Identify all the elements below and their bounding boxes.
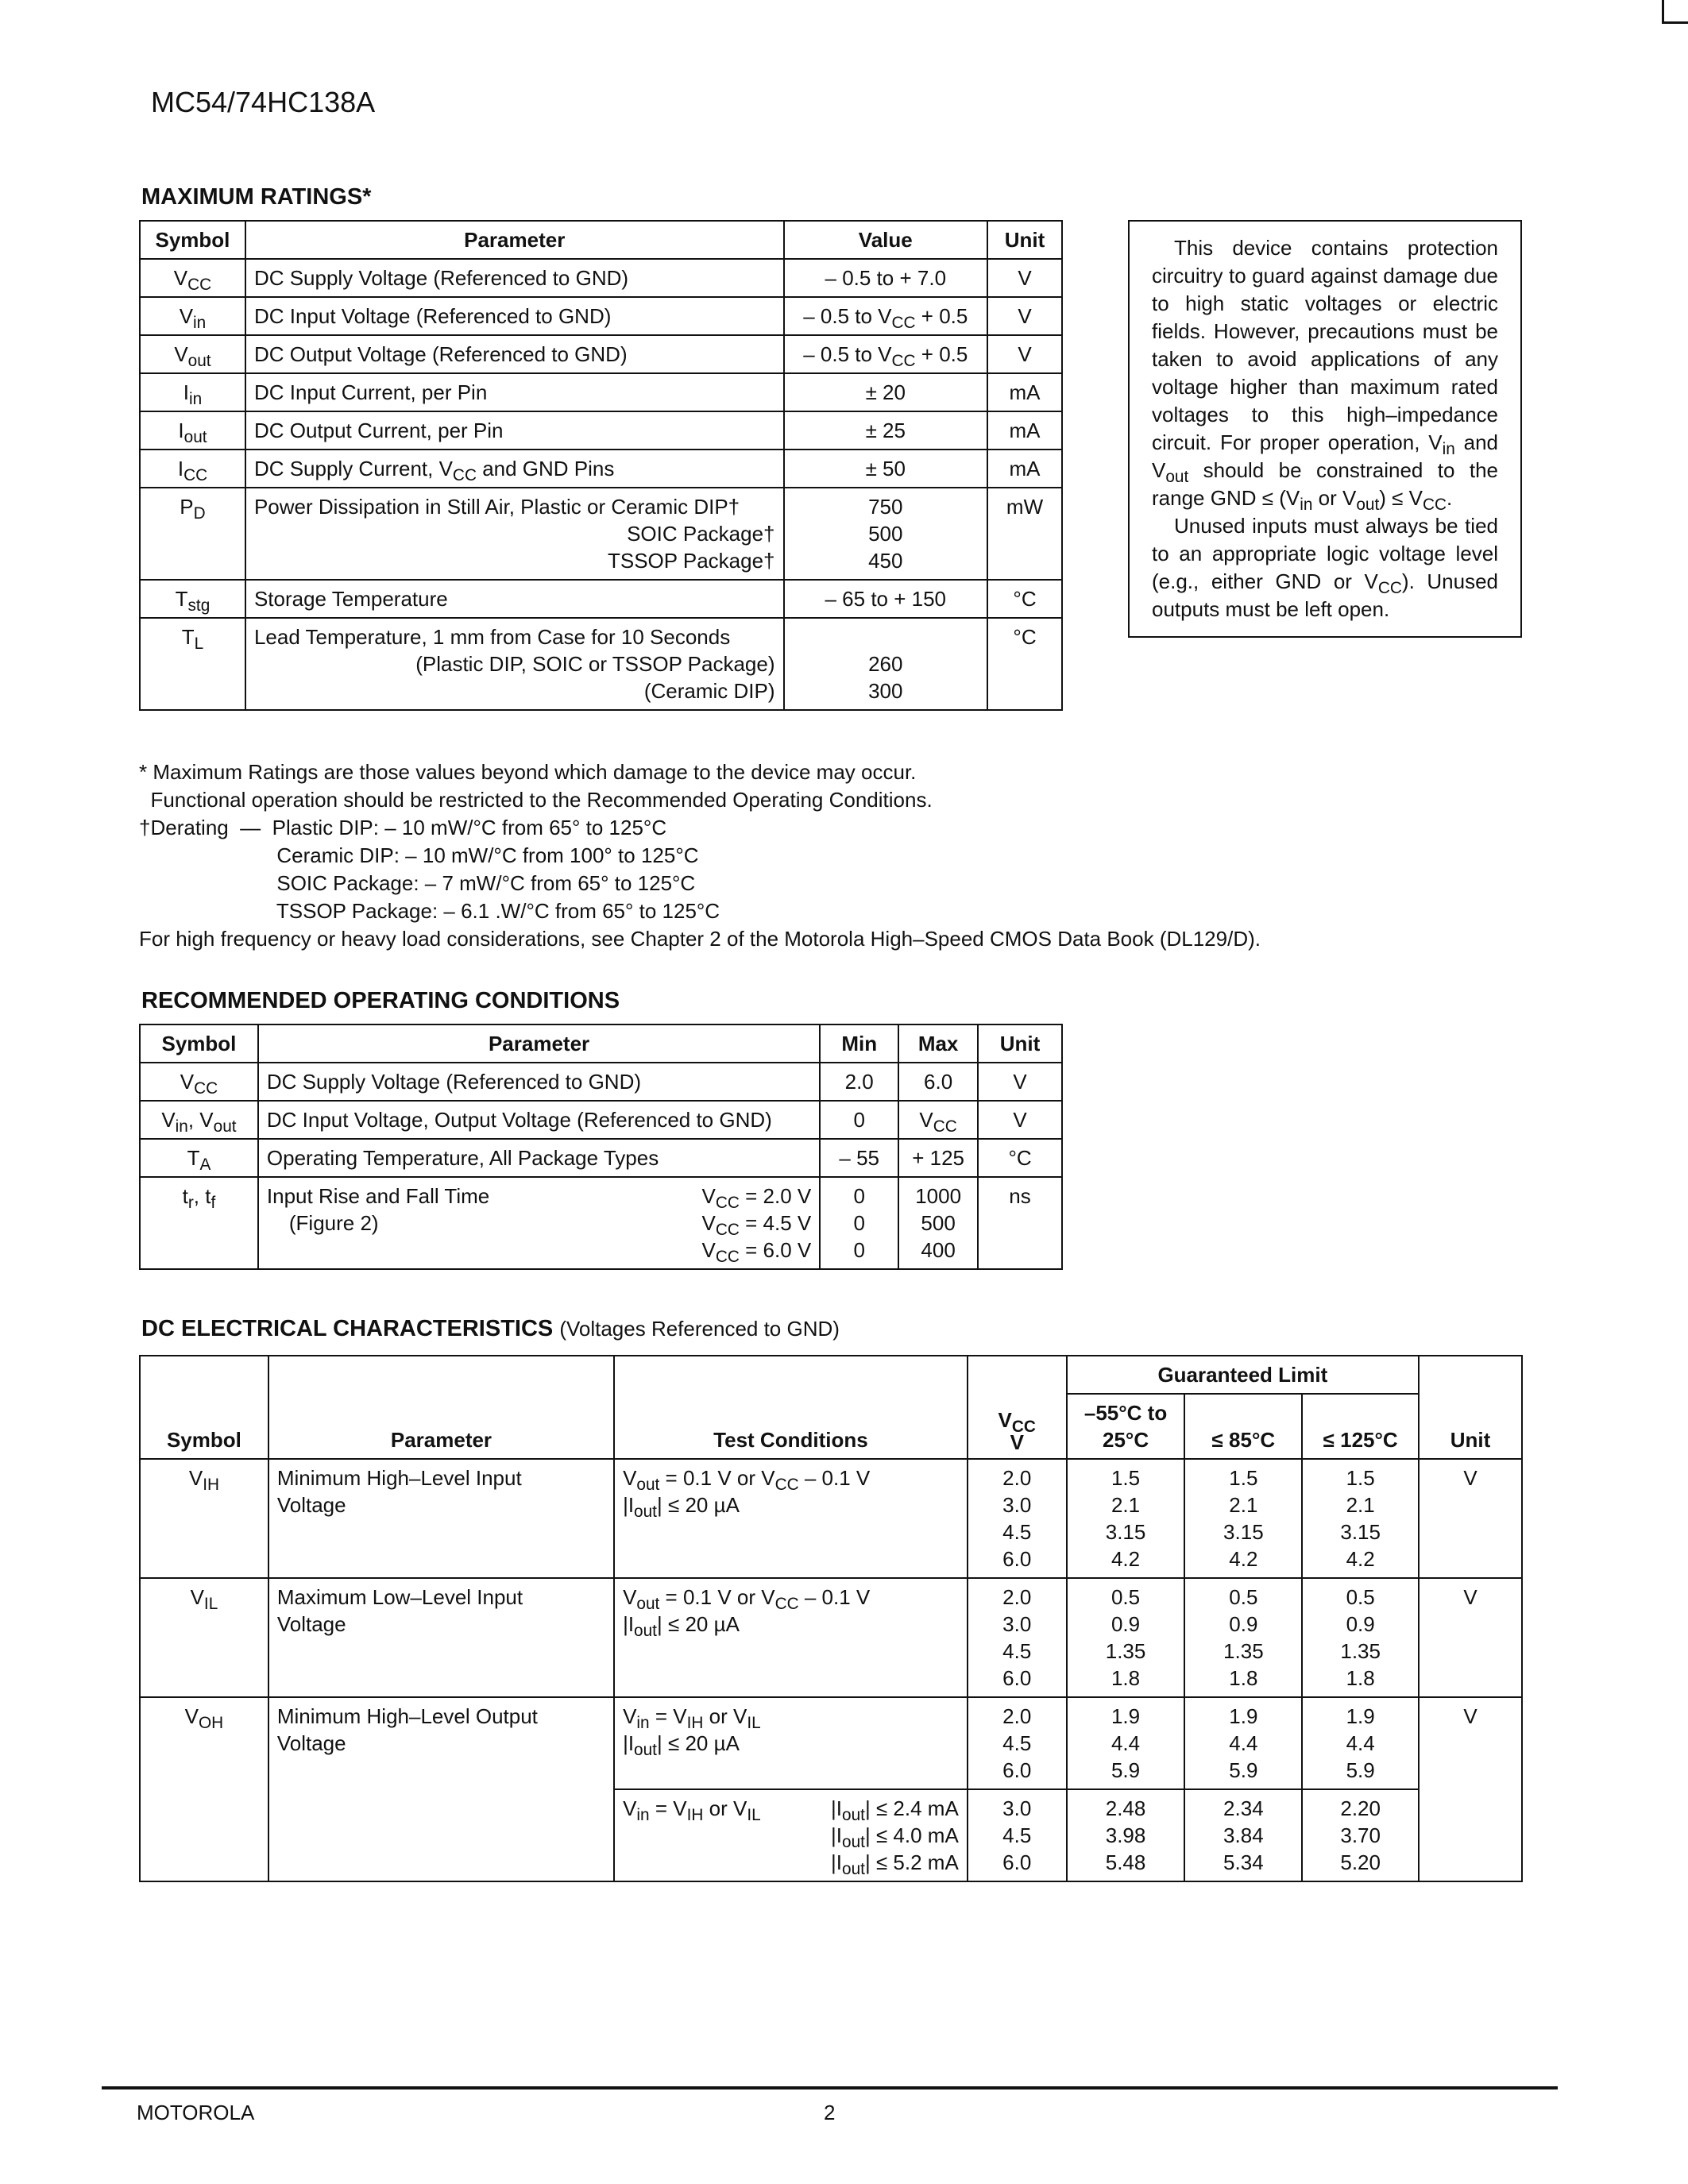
max-ratings-header-row bbox=[140, 221, 1062, 259]
col-max: Max bbox=[898, 1024, 978, 1063]
test-conditions-cell: $V_{in} = V_{IH}$ or $V_{IL}$ $|I_{out}| \le 2.4$ mA $|I_{out}| \le 4.0$ mA $|I_{out}| \le 5.2$ mA bbox=[614, 1789, 968, 1881]
unit-cell: ns bbox=[978, 1177, 1062, 1269]
limit-25c-cell: 1.9 4.4 5.9 bbox=[1067, 1697, 1185, 1789]
col-limit-125c: ≤ 125°C bbox=[1302, 1394, 1419, 1459]
max-cell: 1000 500 400 bbox=[898, 1177, 978, 1269]
vcc-cell: 2.0 3.0 4.5 6.0 bbox=[968, 1578, 1067, 1697]
table-row bbox=[140, 1697, 1522, 1789]
vcc-cell: 3.0 4.5 6.0 bbox=[968, 1789, 1067, 1881]
unit-cell: V bbox=[987, 259, 1062, 297]
unit-cell: V bbox=[1419, 1697, 1522, 1881]
symbol-cell: $T_A$ bbox=[140, 1139, 258, 1177]
table-row bbox=[140, 1578, 1522, 1697]
note-line: * Maximum Ratings are those values beyond which damage to the device may occur. bbox=[139, 760, 917, 784]
limit-85c-cell: 1.5 2.1 3.15 4.2 bbox=[1184, 1459, 1302, 1578]
unit-cell: mA bbox=[987, 411, 1062, 450]
table-row bbox=[140, 259, 1062, 297]
col-guaranteed-limit: Guaranteed Limit bbox=[1067, 1356, 1419, 1394]
symbol-cell: $V_{CC}$ bbox=[140, 259, 245, 297]
table-row bbox=[140, 580, 1062, 618]
min-cell: 0 0 0 bbox=[820, 1177, 898, 1269]
table-row bbox=[140, 411, 1062, 450]
col-test-conditions: Test Conditions bbox=[614, 1356, 968, 1459]
figure-ref: (Figure 2) bbox=[288, 1211, 379, 1235]
note-line: For high frequency or heavy load considerations, see Chapter 2 of the Motorola High–Speed CMOS Data Book (DL129/D). bbox=[139, 927, 1261, 951]
min-cell: 0 bbox=[820, 1101, 898, 1139]
note-line: TSSOP Package: – 6.1 .W/°C from 65° to 125°C bbox=[139, 899, 720, 923]
col-symbol: Symbol bbox=[140, 221, 245, 259]
vcc-condition: $V_{CC} = 6.0$ V bbox=[701, 1238, 812, 1267]
symbol-cell: $t_r$, $t_f$ bbox=[140, 1177, 258, 1269]
symbol-cell: $I_{in}$ bbox=[140, 373, 245, 411]
parameter-cell: DC Input Voltage, Output Voltage (Referenced to GND) bbox=[258, 1101, 820, 1139]
col-parameter: Parameter bbox=[268, 1356, 614, 1459]
max-ratings-table bbox=[139, 220, 1063, 711]
unit-cell: V bbox=[987, 335, 1062, 373]
limit-125c-cell: 2.20 3.70 5.20 bbox=[1302, 1789, 1419, 1881]
col-symbol: Symbol bbox=[140, 1356, 268, 1459]
note-line: Ceramic DIP: – 10 mW/°C from 100° to 125°C bbox=[139, 843, 699, 867]
table-row bbox=[140, 618, 1062, 710]
unit-cell: °C bbox=[987, 580, 1062, 618]
col-min: Min bbox=[820, 1024, 898, 1063]
symbol-cell: $V_{CC}$ bbox=[140, 1063, 258, 1101]
page-number: 2 bbox=[824, 2101, 836, 2124]
symbol-cell: $V_{in}$, $V_{out}$ bbox=[140, 1101, 258, 1139]
limit-125c-cell: 0.5 0.9 1.35 1.8 bbox=[1302, 1578, 1419, 1697]
col-limit-85c: ≤ 85°C bbox=[1184, 1394, 1302, 1459]
test-conditions-cell: $V_{out} = 0.1$ V or $V_{CC} - 0.1$ V $|I_{out}| \le 20$ µA bbox=[614, 1578, 968, 1697]
col-value: Value bbox=[784, 221, 988, 259]
table-row bbox=[140, 373, 1062, 411]
value-cell: 260 300 bbox=[784, 618, 988, 710]
rec-op-header-row bbox=[140, 1024, 1062, 1063]
symbol-cell: $T_{stg}$ bbox=[140, 580, 245, 618]
symbol-cell: $T_L$ bbox=[140, 618, 245, 710]
esd-protection-note bbox=[1128, 220, 1522, 638]
symbol-cell: $V_{in}$ bbox=[140, 297, 245, 335]
rec-op-title: RECOMMENDED OPERATING CONDITIONS bbox=[141, 988, 620, 1013]
vcc-condition: $V_{CC} = 4.5$ V bbox=[701, 1211, 812, 1240]
value-cell: – 65 to + 150 bbox=[784, 580, 988, 618]
col-parameter: Parameter bbox=[245, 221, 784, 259]
unit-cell: V bbox=[1419, 1459, 1522, 1578]
table-row bbox=[140, 450, 1062, 488]
dc-header-row bbox=[140, 1356, 1522, 1394]
esd-note-paragraph-1: This device contains protection circuitry to guard against damage due to high static voltages or electric fields. However, precautions must be taken to avoid applications of any voltage higher than maximum rated voltages to this high–impedance circuit. For proper operation, $V_{in}$ and $V_{out}$ should be constrained to the range GND ≤ ($V_{in}$ or $V_{out}) \le V_{CC}$. bbox=[1152, 236, 1498, 515]
parameter-cell: DC Input Voltage (Referenced to GND) bbox=[245, 297, 784, 335]
table-row bbox=[140, 1063, 1062, 1101]
unit-cell: V bbox=[978, 1063, 1062, 1101]
limit-25c-cell: 0.5 0.9 1.35 1.8 bbox=[1067, 1578, 1185, 1697]
col-unit: Unit bbox=[978, 1024, 1062, 1063]
value-cell: – 0.5 to $V_{CC} + 0.5$ bbox=[784, 297, 988, 335]
limit-25c-cell: 2.48 3.98 5.48 bbox=[1067, 1789, 1185, 1881]
unit-cell: °C bbox=[978, 1139, 1062, 1177]
parameter-cell: Storage Temperature bbox=[245, 580, 784, 618]
col-parameter: Parameter bbox=[258, 1024, 820, 1063]
vcc-condition: $V_{CC} = 2.0$ V bbox=[701, 1184, 812, 1213]
vcc-cell: 2.0 3.0 4.5 6.0 bbox=[968, 1459, 1067, 1578]
value-cell: – 0.5 to $V_{CC} + 0.5$ bbox=[784, 335, 988, 373]
symbol-cell: $I_{out}$ bbox=[140, 411, 245, 450]
unit-cell: V bbox=[978, 1101, 1062, 1139]
footer-brand: MOTOROLA bbox=[137, 2101, 255, 2124]
dc-title: DC ELECTRICAL CHARACTERISTICS (Voltages Referenced to GND) bbox=[141, 1316, 840, 1341]
parameter-cell: DC Supply Voltage (Referenced to GND) bbox=[245, 259, 784, 297]
table-row bbox=[140, 1101, 1062, 1139]
page-title: MC54/74HC138A bbox=[151, 86, 376, 118]
note-line: SOIC Package: – 7 mW/°C from 65° to 125°C bbox=[139, 871, 696, 895]
table-row bbox=[140, 1177, 1062, 1269]
limit-85c-cell: 1.9 4.4 5.9 bbox=[1184, 1697, 1302, 1789]
parameter-cell: DC Supply Voltage (Referenced to GND) bbox=[258, 1063, 820, 1101]
min-cell: – 55 bbox=[820, 1139, 898, 1177]
symbol-cell: $V_{IH}$ bbox=[140, 1459, 268, 1578]
col-symbol: Symbol bbox=[140, 1024, 258, 1063]
parameter-cell: DC Output Current, per Pin bbox=[245, 411, 784, 450]
parameter-cell: DC Output Voltage (Referenced to GND) bbox=[245, 335, 784, 373]
max-ratings-notes bbox=[139, 758, 1261, 953]
col-vcc: $V_{CC}$ V bbox=[968, 1356, 1067, 1459]
unit-cell: V bbox=[1419, 1578, 1522, 1697]
limit-125c-cell: 1.5 2.1 3.15 4.2 bbox=[1302, 1459, 1419, 1578]
parameter-cell: DC Supply Current, $V_{CC}$ and GND Pins bbox=[245, 450, 784, 488]
unit-cell: °C bbox=[987, 618, 1062, 710]
parameter-cell: Maximum Low–Level Input Voltage bbox=[268, 1578, 614, 1697]
unit-cell: mA bbox=[987, 450, 1062, 488]
max-cell: $V_{CC}$ bbox=[898, 1101, 978, 1139]
note-line: †Derating — Plastic DIP: – 10 mW/°C from 65° to 125°C bbox=[139, 816, 667, 839]
limit-25c-cell: 1.5 2.1 3.15 4.2 bbox=[1067, 1459, 1185, 1578]
unit-cell: V bbox=[987, 297, 1062, 335]
parameter-cell: Minimum High–Level Output Voltage bbox=[268, 1697, 614, 1881]
test-conditions-cell: $V_{out} = 0.1$ V or $V_{CC} - 0.1$ V $|I_{out}| \le 20$ µA bbox=[614, 1459, 968, 1578]
table-row bbox=[140, 1459, 1522, 1578]
col-unit: Unit bbox=[1419, 1356, 1522, 1459]
symbol-cell: $V_{IL}$ bbox=[140, 1578, 268, 1697]
dc-characteristics-table bbox=[139, 1355, 1523, 1882]
min-cell: 2.0 bbox=[820, 1063, 898, 1101]
max-cell: 6.0 bbox=[898, 1063, 978, 1101]
value-cell: 750 500 450 bbox=[784, 488, 988, 580]
value-cell: ± 25 bbox=[784, 411, 988, 450]
col-limit-25c: –55°C to 25°C bbox=[1067, 1394, 1185, 1459]
symbol-cell: $I_{CC}$ bbox=[140, 450, 245, 488]
parameter-cell: Lead Temperature, 1 mm from Case for 10 Seconds (Plastic DIP, SOIC or TSSOP Package) (Ceramic DIP) bbox=[245, 618, 784, 710]
table-row bbox=[140, 335, 1062, 373]
table-row bbox=[140, 297, 1062, 335]
note-line: Functional operation should be restricted to the Recommended Operating Conditions. bbox=[139, 788, 933, 812]
limit-125c-cell: 1.9 4.4 5.9 bbox=[1302, 1697, 1419, 1789]
limit-85c-cell: 0.5 0.9 1.35 1.8 bbox=[1184, 1578, 1302, 1697]
parameter-cell: Operating Temperature, All Package Types bbox=[258, 1139, 820, 1177]
page-corner-mark bbox=[1662, 0, 1688, 24]
table-row bbox=[140, 488, 1062, 580]
footer-rule bbox=[102, 2086, 1558, 2089]
rec-op-table bbox=[139, 1024, 1063, 1270]
test-conditions-cell: $V_{in} = V_{IH}$ or $V_{IL}$ $|I_{out}| \le 20$ µA bbox=[614, 1697, 968, 1789]
value-cell: ± 50 bbox=[784, 450, 988, 488]
rise-fall-label: Input Rise and Fall Time bbox=[266, 1184, 490, 1208]
symbol-cell: $P_D$ bbox=[140, 488, 245, 580]
parameter-cell bbox=[258, 1177, 820, 1269]
vcc-cell: 2.0 4.5 6.0 bbox=[968, 1697, 1067, 1789]
max-ratings-title: MAXIMUM RATINGS* bbox=[141, 184, 372, 210]
value-cell: ± 20 bbox=[784, 373, 988, 411]
symbol-cell: $V_{OH}$ bbox=[140, 1697, 268, 1881]
max-cell: + 125 bbox=[898, 1139, 978, 1177]
parameter-cell: Power Dissipation in Still Air, Plastic or Ceramic DIP† SOIC Package† TSSOP Package† bbox=[245, 488, 784, 580]
value-cell: – 0.5 to + 7.0 bbox=[784, 259, 988, 297]
dc-subtitle: (Voltages Referenced to GND) bbox=[559, 1317, 840, 1341]
symbol-cell: $V_{out}$ bbox=[140, 335, 245, 373]
table-row bbox=[140, 1139, 1062, 1177]
unit-cell: mW bbox=[987, 488, 1062, 580]
limit-85c-cell: 2.34 3.84 5.34 bbox=[1184, 1789, 1302, 1881]
unit-cell: mA bbox=[987, 373, 1062, 411]
col-unit: Unit bbox=[987, 221, 1062, 259]
parameter-cell: DC Input Current, per Pin bbox=[245, 373, 784, 411]
parameter-cell: Minimum High–Level Input Voltage bbox=[268, 1459, 614, 1578]
esd-note-paragraph-2: Unused inputs must always be tied to an appropriate logic voltage level (e.g., either GND or $V_{CC}$). Unused outputs must be left open. bbox=[1152, 514, 1498, 621]
